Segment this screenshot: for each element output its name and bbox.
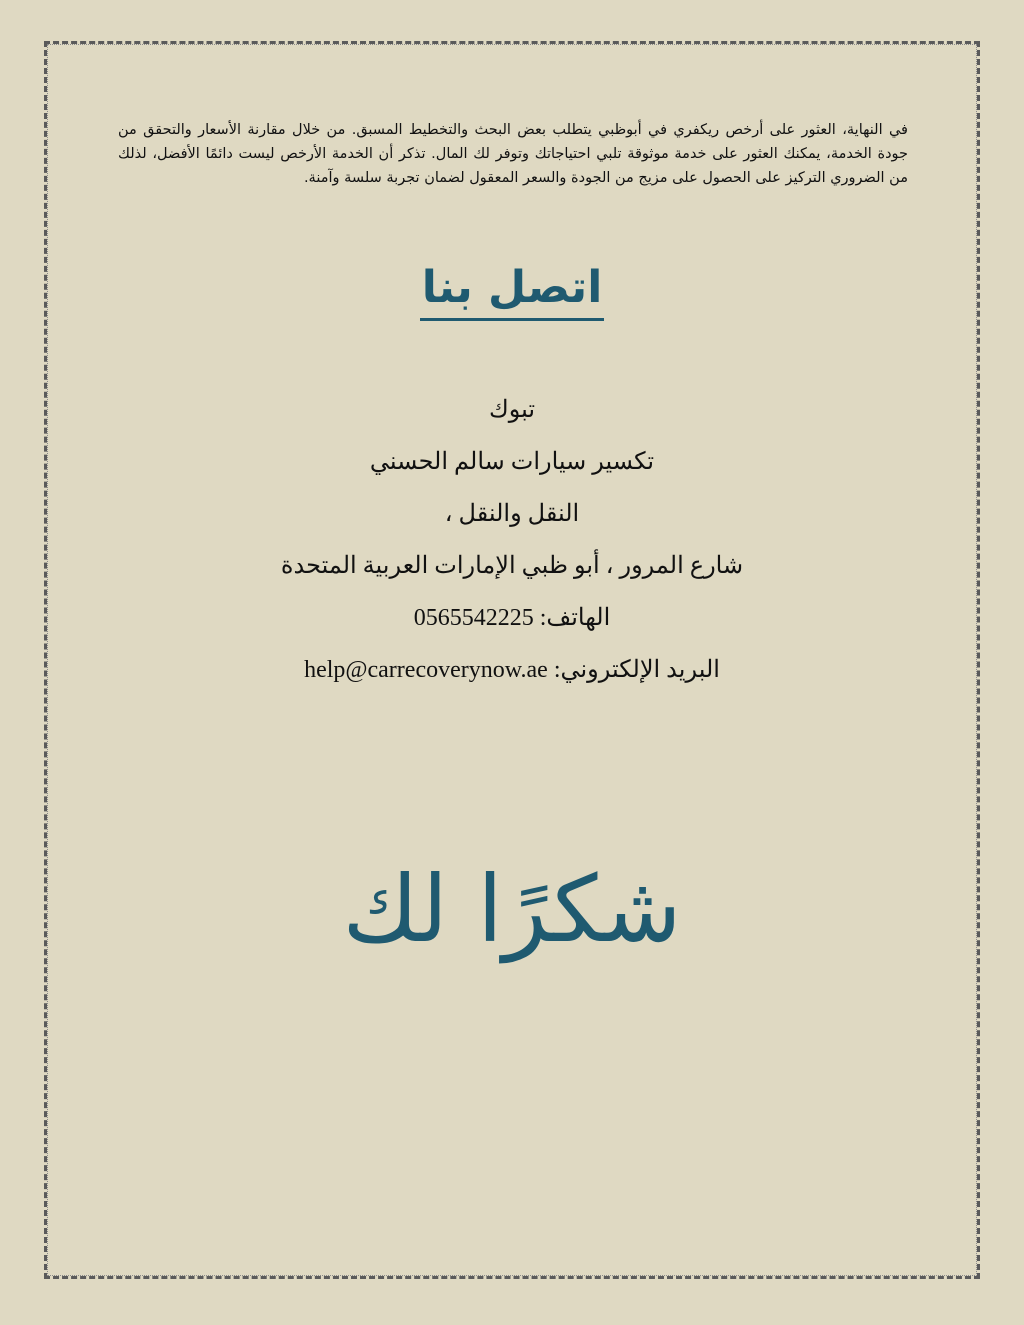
contact-service: النقل والنقل ،: [444, 501, 580, 527]
contact-heading-text: اتصل بنا: [420, 258, 605, 321]
thank-you-text: شكرًا لك: [342, 856, 682, 963]
contact-address: شارع المرور ، أبو ظبي الإمارات العربية المتحدة: [280, 553, 744, 579]
contact-phone: الهاتف: 0565542225: [413, 605, 611, 631]
contact-block: [0, 392, 1024, 704]
contact-city: تبوك: [488, 397, 536, 423]
contact-heading: [0, 258, 1024, 321]
contact-company: تكسير سيارات سالم الحسني: [369, 449, 655, 475]
intro-paragraph: في النهاية، العثور على أرخص ريكفري في أبوظبي يتطلب بعض البحث والتخطيط المسبق. من خلال مقارنة الأسعار والتحقق من جودة الخدمة، يمكنك العثور على خدمة موثوقة تلبي احتياجاتك وتوفر لك المال. تذكر أن الخدمة الأرخص ليست دائمًا الأفضل، لذلك من الضروري التركيز على الحصول على مزيج من الجودة والسعر المعقول لضمان تجربة سلسة وآمنة.: [118, 122, 908, 186]
contact-email: البريد الإلكتروني: help@carrecoverynow.ae: [304, 657, 720, 683]
